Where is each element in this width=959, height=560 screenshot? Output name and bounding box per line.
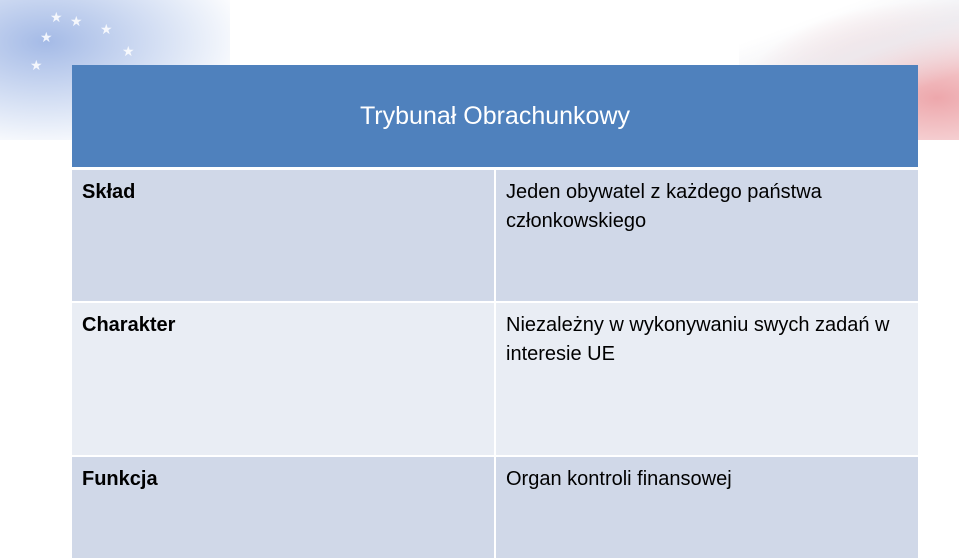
star-icon: ★ xyxy=(30,57,43,73)
star-icon: ★ xyxy=(40,29,53,45)
star-icon: ★ xyxy=(50,9,63,25)
table-header-row xyxy=(72,65,918,169)
row-label-charakter: Charakter xyxy=(72,302,495,456)
star-icon: ★ xyxy=(100,21,113,37)
table-row xyxy=(72,302,918,456)
table-row xyxy=(72,169,918,303)
row-label-funkcja: Funkcja xyxy=(72,456,495,559)
row-label-sklad: Skład xyxy=(72,169,495,303)
row-value-funkcja: Organ kontroli finansowej xyxy=(495,456,918,559)
star-icon: ★ xyxy=(70,13,83,29)
row-value-charakter: Niezależny w wykonywaniu swych zadań w interesie UE xyxy=(495,302,918,456)
row-value-sklad: Jeden obywatel z każdego państwa członkowskiego xyxy=(495,169,918,303)
star-icon: ★ xyxy=(122,43,135,59)
info-table xyxy=(72,65,918,560)
slide-title: Trybunał Obrachunkowy xyxy=(72,65,918,169)
table-row xyxy=(72,456,918,559)
